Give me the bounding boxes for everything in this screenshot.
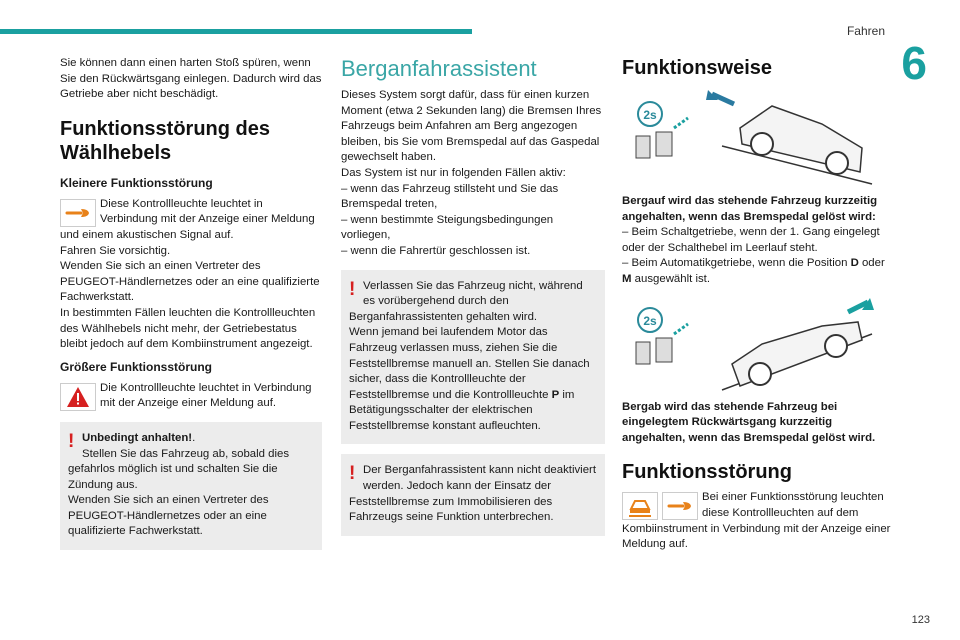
column-right: [622, 56, 892, 553]
minor-fault-contact: Wenden Sie sich an einen Vertreter des PEUGEOT-Händlernetzes oder an eine qualifizierte Fachwerkstatt.: [60, 260, 320, 304]
intro-text: Sie können dann einen harten Stoß spüren, wenn Sie den Rückwärtsgang einlegen. Dadurch wird das Getriebe aber nicht beschädigt.: [60, 57, 322, 101]
section-name: Fahren: [846, 24, 885, 38]
uphill-auto-b: oder: [858, 257, 885, 270]
wrench-icon: [60, 199, 96, 227]
hill-assist-cond2: – wenn bestimmte Steigungsbedingungen vorliegen,: [341, 213, 554, 242]
major-fault-text: Die Kontrollleuchte leuchtet in Verbindung mit der Anzeige einer Meldung auf.: [100, 381, 312, 410]
uphill-auto-c: ausgewählt ist.: [631, 272, 711, 285]
leave-warning-text3: im Betätigungsschalter der elektrischen Feststellbremse konstant aufleuchten.: [349, 388, 575, 432]
stop-warning-box: [60, 422, 322, 550]
minor-fault-drive-carefully: Fahren Sie vorsichtig.: [60, 244, 171, 257]
downhill-illustration: [622, 294, 882, 394]
warning-triangle-icon: [60, 383, 96, 411]
minor-fault-block: [60, 197, 322, 244]
chapter-color-bar: [0, 29, 472, 34]
stop-warning-text1: Stellen Sie das Fahrzeug ab, sobald dies gefahrlos möglich ist und schalten Sie die Zündung aus.: [68, 447, 290, 491]
heading-malfunction: Funktionsstörung: [622, 461, 792, 484]
cannot-deactivate-text: Der Berganfahrassistent kann nicht deaktiviert werden. Jedoch kann der Einsatz der Feststellbremse zum Immobilisieren des Fahrzeugs seine Funktion unterbrechen.: [349, 464, 596, 524]
downhill-2s-label: 2s: [643, 313, 657, 328]
downhill-text: Bergab wird das stehende Fahrzeug bei eingelegtem Rückwärtsgang kurzzeitig angehalten, wenn das Bremspedal gelöst wird.: [622, 400, 876, 444]
position-d: D: [850, 257, 859, 270]
minor-fault-text: Diese Kontrollleuchte leuchtet in Verbindung mit der Anzeige einer Meldung und einem akustischen Signal auf.: [60, 197, 315, 241]
malfunction-text: Bei einer Funktionsstörung leuchten diese Kontrollleuchten auf dem Kombiinstrument in Verbindung mit der Anzeige einer Meldung auf.: [622, 491, 891, 551]
position-m: M: [622, 272, 632, 285]
malfunction-block: [622, 490, 892, 552]
major-fault-block: [60, 381, 322, 412]
column-middle: [341, 56, 605, 536]
major-fault-title: Größere Funktionsstörung: [60, 359, 213, 374]
column-left: [60, 56, 322, 550]
exclamation-icon: !: [68, 430, 75, 452]
heading-hill-assist: Berganfahrassistent: [341, 56, 537, 81]
exclamation-icon: !: [349, 278, 356, 300]
wrench-icon: [662, 492, 698, 520]
hill-assist-desc: Dieses System sorgt dafür, dass für einen kurzen Moment (etwa 2 Sekunden lang) die Bremsen Ihres Fahrzeugs beim Anfahren am Berg angezogen bleiben, bis Sie vom Bremspedal auf das Gaspedal gewechselt haben.: [341, 89, 602, 164]
uphill-auto: [622, 256, 892, 287]
page-number: 123: [911, 614, 930, 626]
hill-assist-cond3: – wenn die Fahrertür geschlossen ist.: [341, 244, 531, 257]
cannot-deactivate-warning-box: [341, 454, 605, 535]
hill-assist-cond1: – wenn das Fahrzeug stillsteht und Sie das Bremspedal treten,: [341, 182, 559, 211]
chapter-number: 6: [901, 37, 927, 89]
hill-assist-conditions: Das System ist nur in folgenden Fällen aktiv:: [341, 166, 566, 179]
minor-fault-indicators: In bestimmten Fällen leuchten die Kontrollleuchten des Wählhebels nicht mehr, der Getriebestatus bleibt jedoch auf dem Kombiinstrument angezeigt.: [60, 306, 316, 351]
leave-vehicle-warning-box: [341, 270, 605, 445]
uphill-illustration: [622, 88, 882, 188]
leave-warning-text2: Wenn jemand bei laufendem Motor das Fahrzeug verlassen muss, ziehen Sie die Feststellbremse manuell an. Stellen Sie danach sicher, dass die Kontrollleuchte der Feststellbremse und die Kontrollleuchte: [349, 326, 590, 401]
uphill-2s-label: 2s: [643, 108, 657, 122]
stop-warning-dot: .: [192, 431, 196, 444]
exclamation-icon: !: [349, 463, 356, 485]
leave-warning-text1: Verlassen Sie das Fahrzeug nicht, während es vorübergehend durch den Berganfahrassistenten gehalten wird.: [349, 279, 583, 323]
uphill-auto-a: – Beim Automatikgetriebe, wenn die Position: [622, 257, 851, 270]
uphill-manual: – Beim Schaltgetriebe, wenn der 1. Gang eingelegt oder der Schalthebel im Leerlauf steht.: [622, 226, 880, 254]
hill-assist-icon: [622, 492, 658, 520]
stop-warning-text2: Wenden Sie sich an einen Vertreter des PEUGEOT-Händlernetzes oder an eine qualifizierte Fachwerkstatt.: [68, 494, 269, 538]
uphill-text: Bergauf wird das stehende Fahrzeug kurzzeitig angehalten, wenn das Bremspedal gelöst wird:: [622, 195, 878, 223]
minor-fault-title: Kleinere Funktionsstörung: [60, 175, 213, 190]
heading-operation: Funktionsweise: [622, 57, 773, 79]
stop-warning-title: Unbedingt anhalten!: [82, 431, 193, 444]
leave-warning-p: P: [551, 388, 560, 401]
heading-selector-fault: Funktionsstörung des Wählhebels: [60, 117, 270, 164]
